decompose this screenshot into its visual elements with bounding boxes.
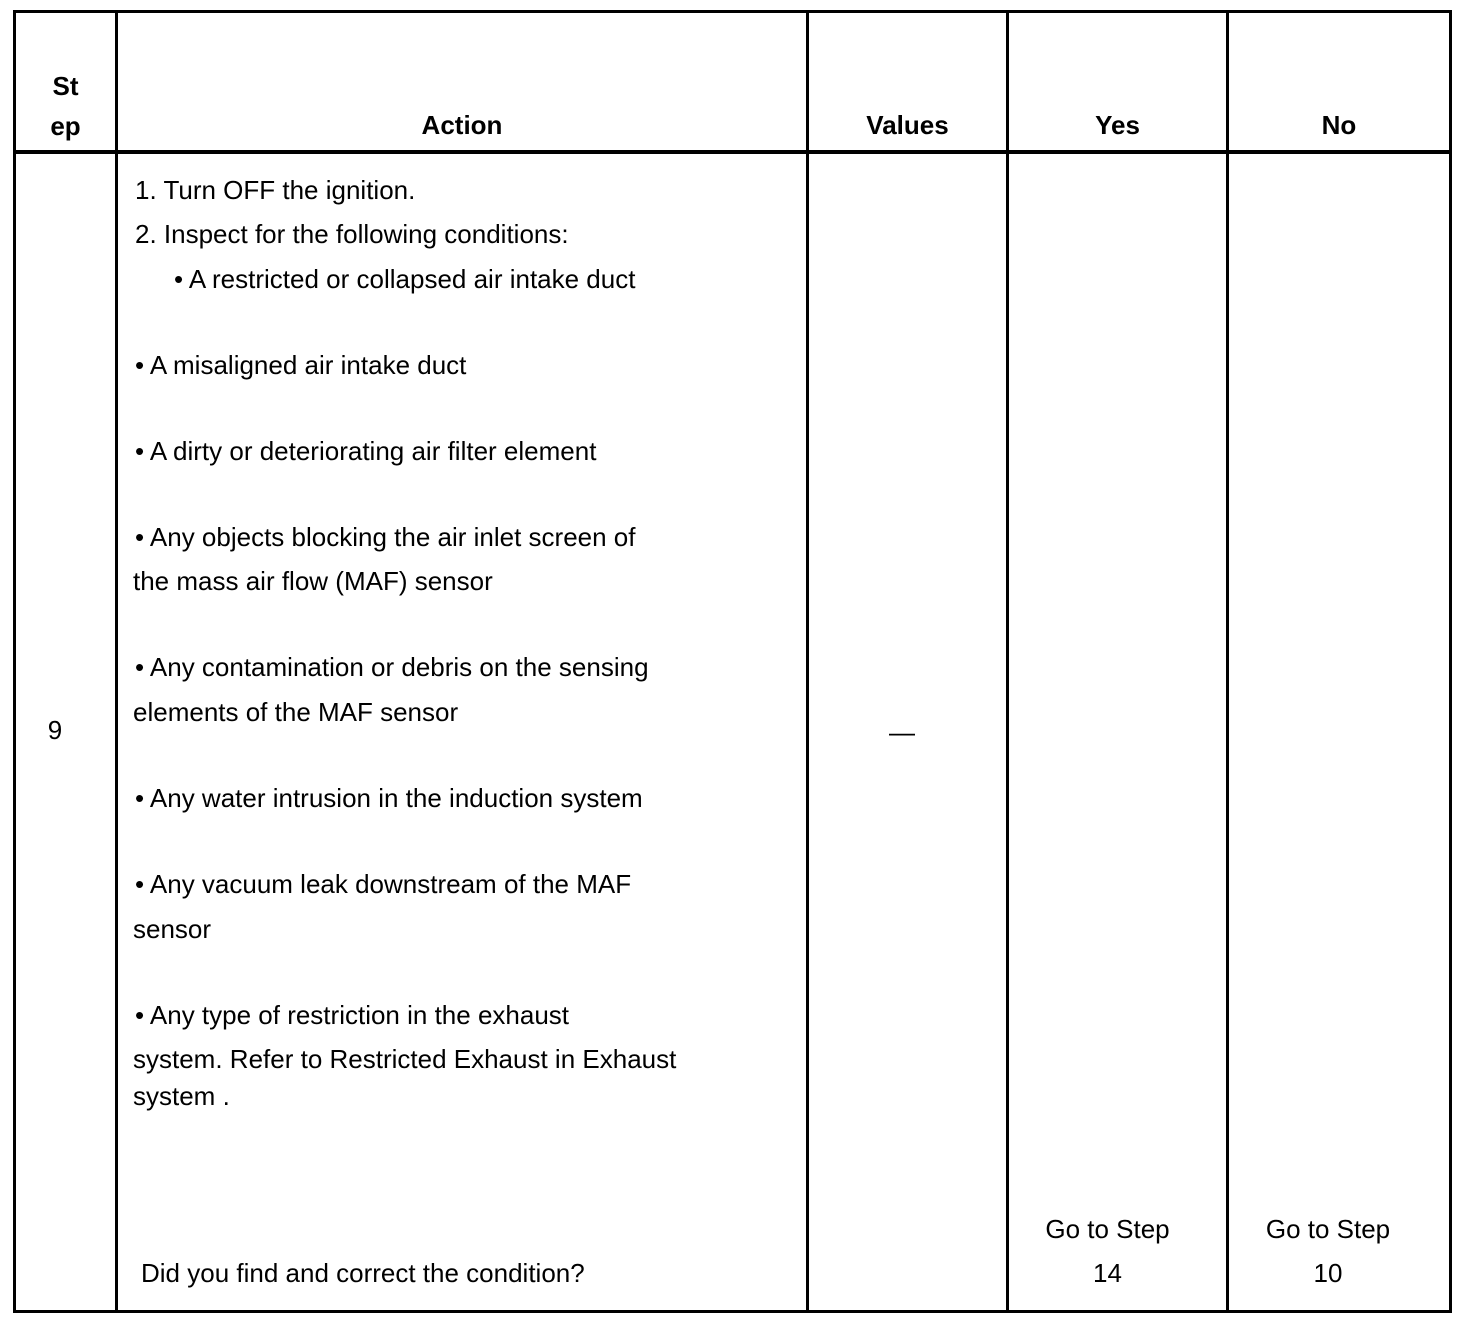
action-line: system. Refer to Restricted Exhaust in Exhaust — [133, 1044, 677, 1074]
action-line: • Any objects blocking the air inlet screen of — [135, 522, 636, 552]
header-yes: Yes — [1095, 110, 1140, 140]
action-line: the mass air flow (MAF) sensor — [133, 566, 493, 596]
header-divider — [13, 150, 1452, 154]
header-step: St ep — [50, 71, 81, 141]
action-line: 2. Inspect for the following conditions: — [135, 219, 569, 249]
column-divider — [115, 10, 118, 1313]
step-number: 9 — [47, 715, 63, 745]
action-line: • Any vacuum leak downstream of the MAF — [135, 869, 632, 899]
action-line: • Any water intrusion in the induction system — [135, 783, 643, 813]
action-line: system . — [133, 1081, 230, 1111]
header-values: Values — [866, 110, 949, 140]
header-no: No — [1321, 110, 1357, 140]
action-question: Did you find and correct the condition? — [141, 1258, 585, 1288]
column-divider — [1226, 10, 1229, 1313]
action-line: sensor — [133, 914, 212, 944]
values-cell: — — [889, 717, 915, 747]
no-cell: Go to Step 10 — [1265, 1214, 1391, 1288]
action-line: • Any type of restriction in the exhaust — [135, 1000, 570, 1030]
action-line: • A restricted or collapsed air intake duct — [174, 264, 636, 294]
header-action: Action — [421, 110, 503, 140]
action-line: • A dirty or deteriorating air filter element — [135, 436, 597, 466]
column-divider — [1006, 10, 1009, 1313]
column-divider — [806, 10, 809, 1313]
action-line: 1. Turn OFF the ignition. — [135, 175, 416, 205]
yes-cell: Go to Step 14 — [1045, 1214, 1170, 1288]
action-line: • Any contamination or debris on the sensing — [135, 652, 649, 682]
action-line: elements of the MAF sensor — [133, 697, 459, 727]
action-line: • A misaligned air intake duct — [135, 350, 467, 380]
